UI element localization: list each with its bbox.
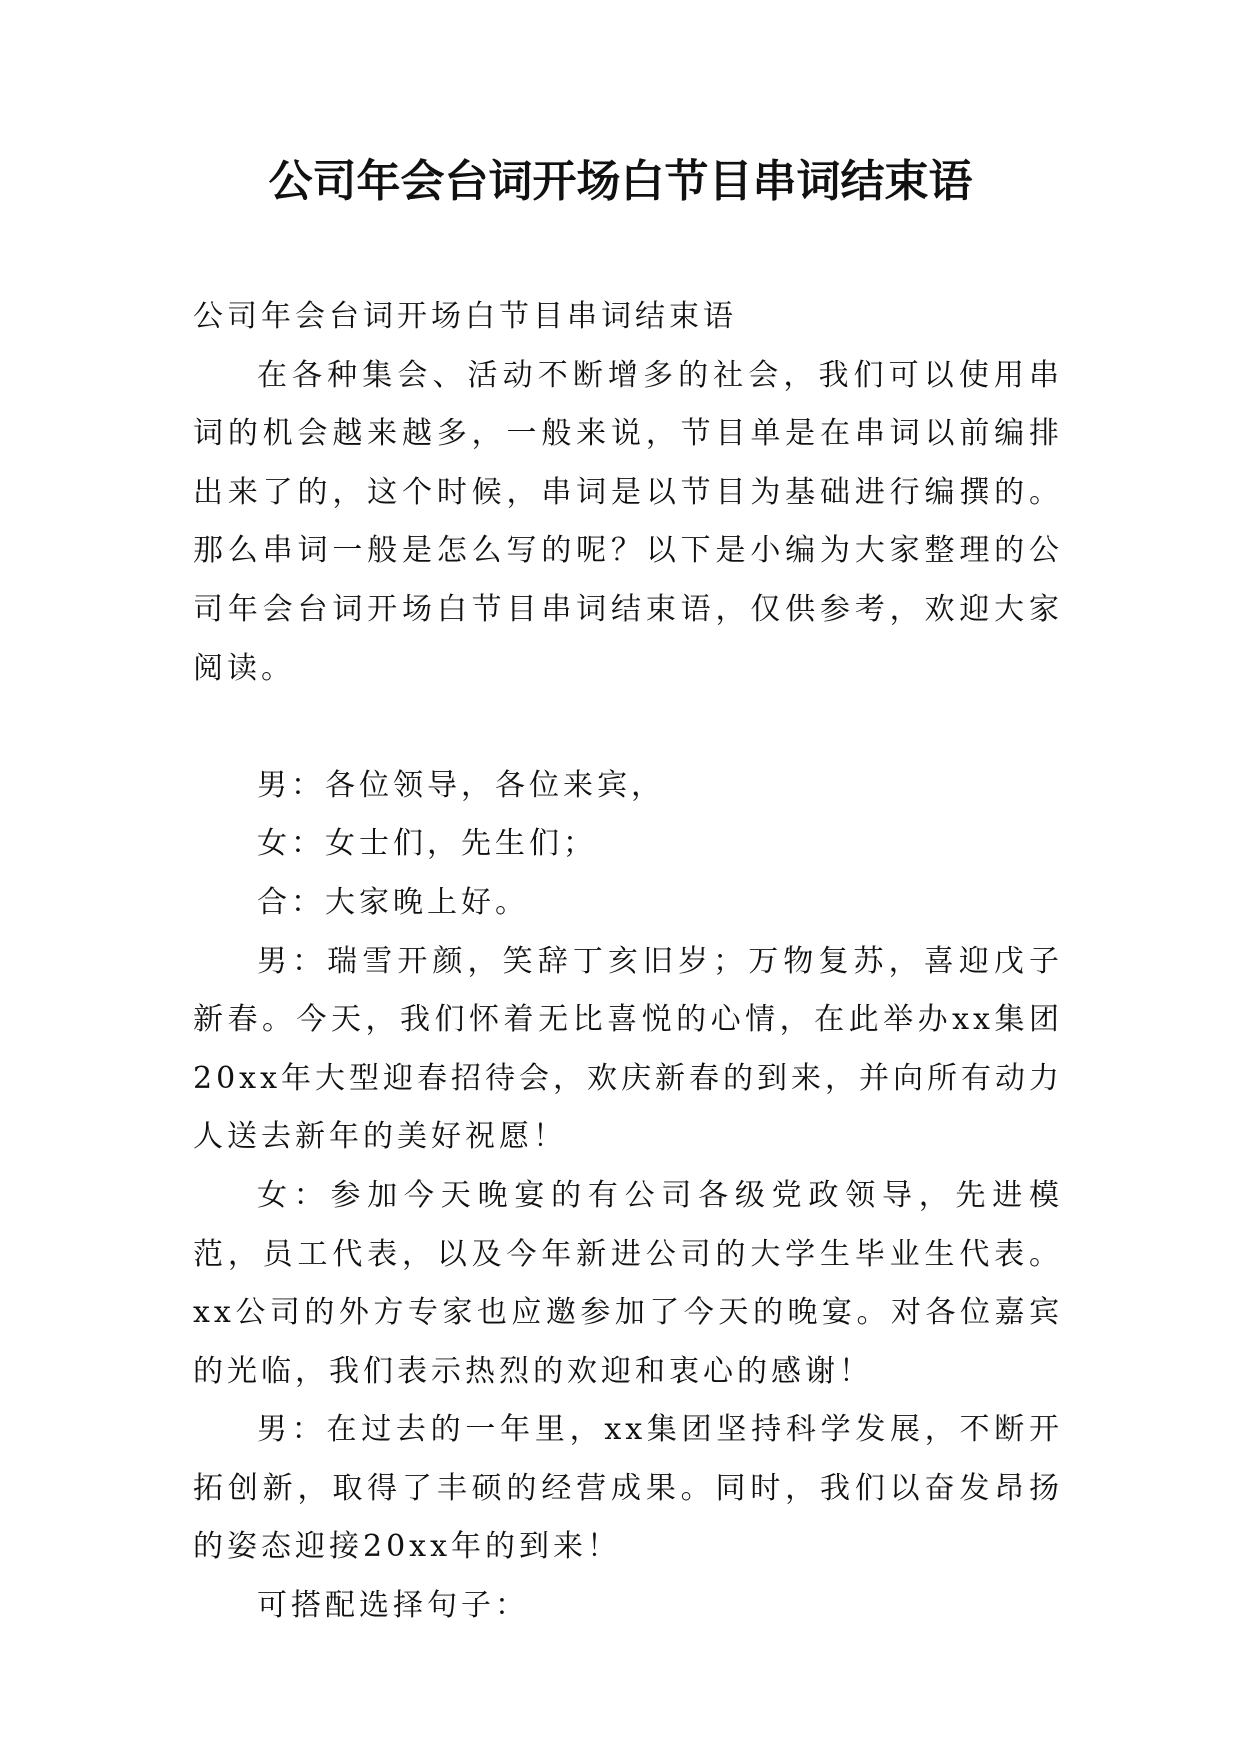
dialogue-male-3: 男：在过去的一年里，xx集团坚持科学发展，不断开拓创新，取得了丰硕的经营成果。同时，我们以奋发昂扬的姿态迎接20xx年的到来！ <box>193 1412 1063 1565</box>
dialogue-female-1: 女：女士们，先生们； <box>257 826 597 862</box>
blank-line <box>193 698 1063 757</box>
intro-paragraph: 在各种集会、活动不断增多的社会，我们可以使用串词的机会越来越多，一般来说，节目单是在串词以前编排出来了的，这个时候，串词是以节目为基础进行编撰的。那么串词一般是怎么写的呢？以下是小编为大家整理的公司年会台词开场白节目串词结束语，仅供参考，欢迎大家阅读。 <box>193 357 1063 686</box>
dialogue-male-2: 男：瑞雪开颜，笑辞丁亥旧岁；万物复苏，喜迎戊子新春。今天，我们怀着无比喜悦的心情，在此举办xx集团20xx年大型迎春招待会，欢庆新春的到来，并向所有动力人送去新年的美好祝愿！ <box>193 943 1064 1155</box>
subtitle-line: 公司年会台词开场白节目串词结束语 <box>193 299 737 334</box>
document-body <box>193 288 1063 1636</box>
dialogue-male-1: 男：各位领导，各位来宾， <box>257 767 665 803</box>
document-title: 公司年会台词开场白节目串词结束语 <box>268 156 973 207</box>
optional-sentences-heading: 可搭配选择句子： <box>257 1588 529 1624</box>
dialogue-together-1: 合：大家晚上好。 <box>257 884 529 920</box>
dialogue-female-2: 女：参加今天晚宴的有公司各级党政领导，先进模范，员工代表，以及今年新进公司的大学生毕业生代表。xx公司的外方专家也应邀参加了今天的晚宴。对各位嘉宾的光临，我们表示热烈的欢迎和衷心的感谢！ <box>193 1177 1063 1389</box>
